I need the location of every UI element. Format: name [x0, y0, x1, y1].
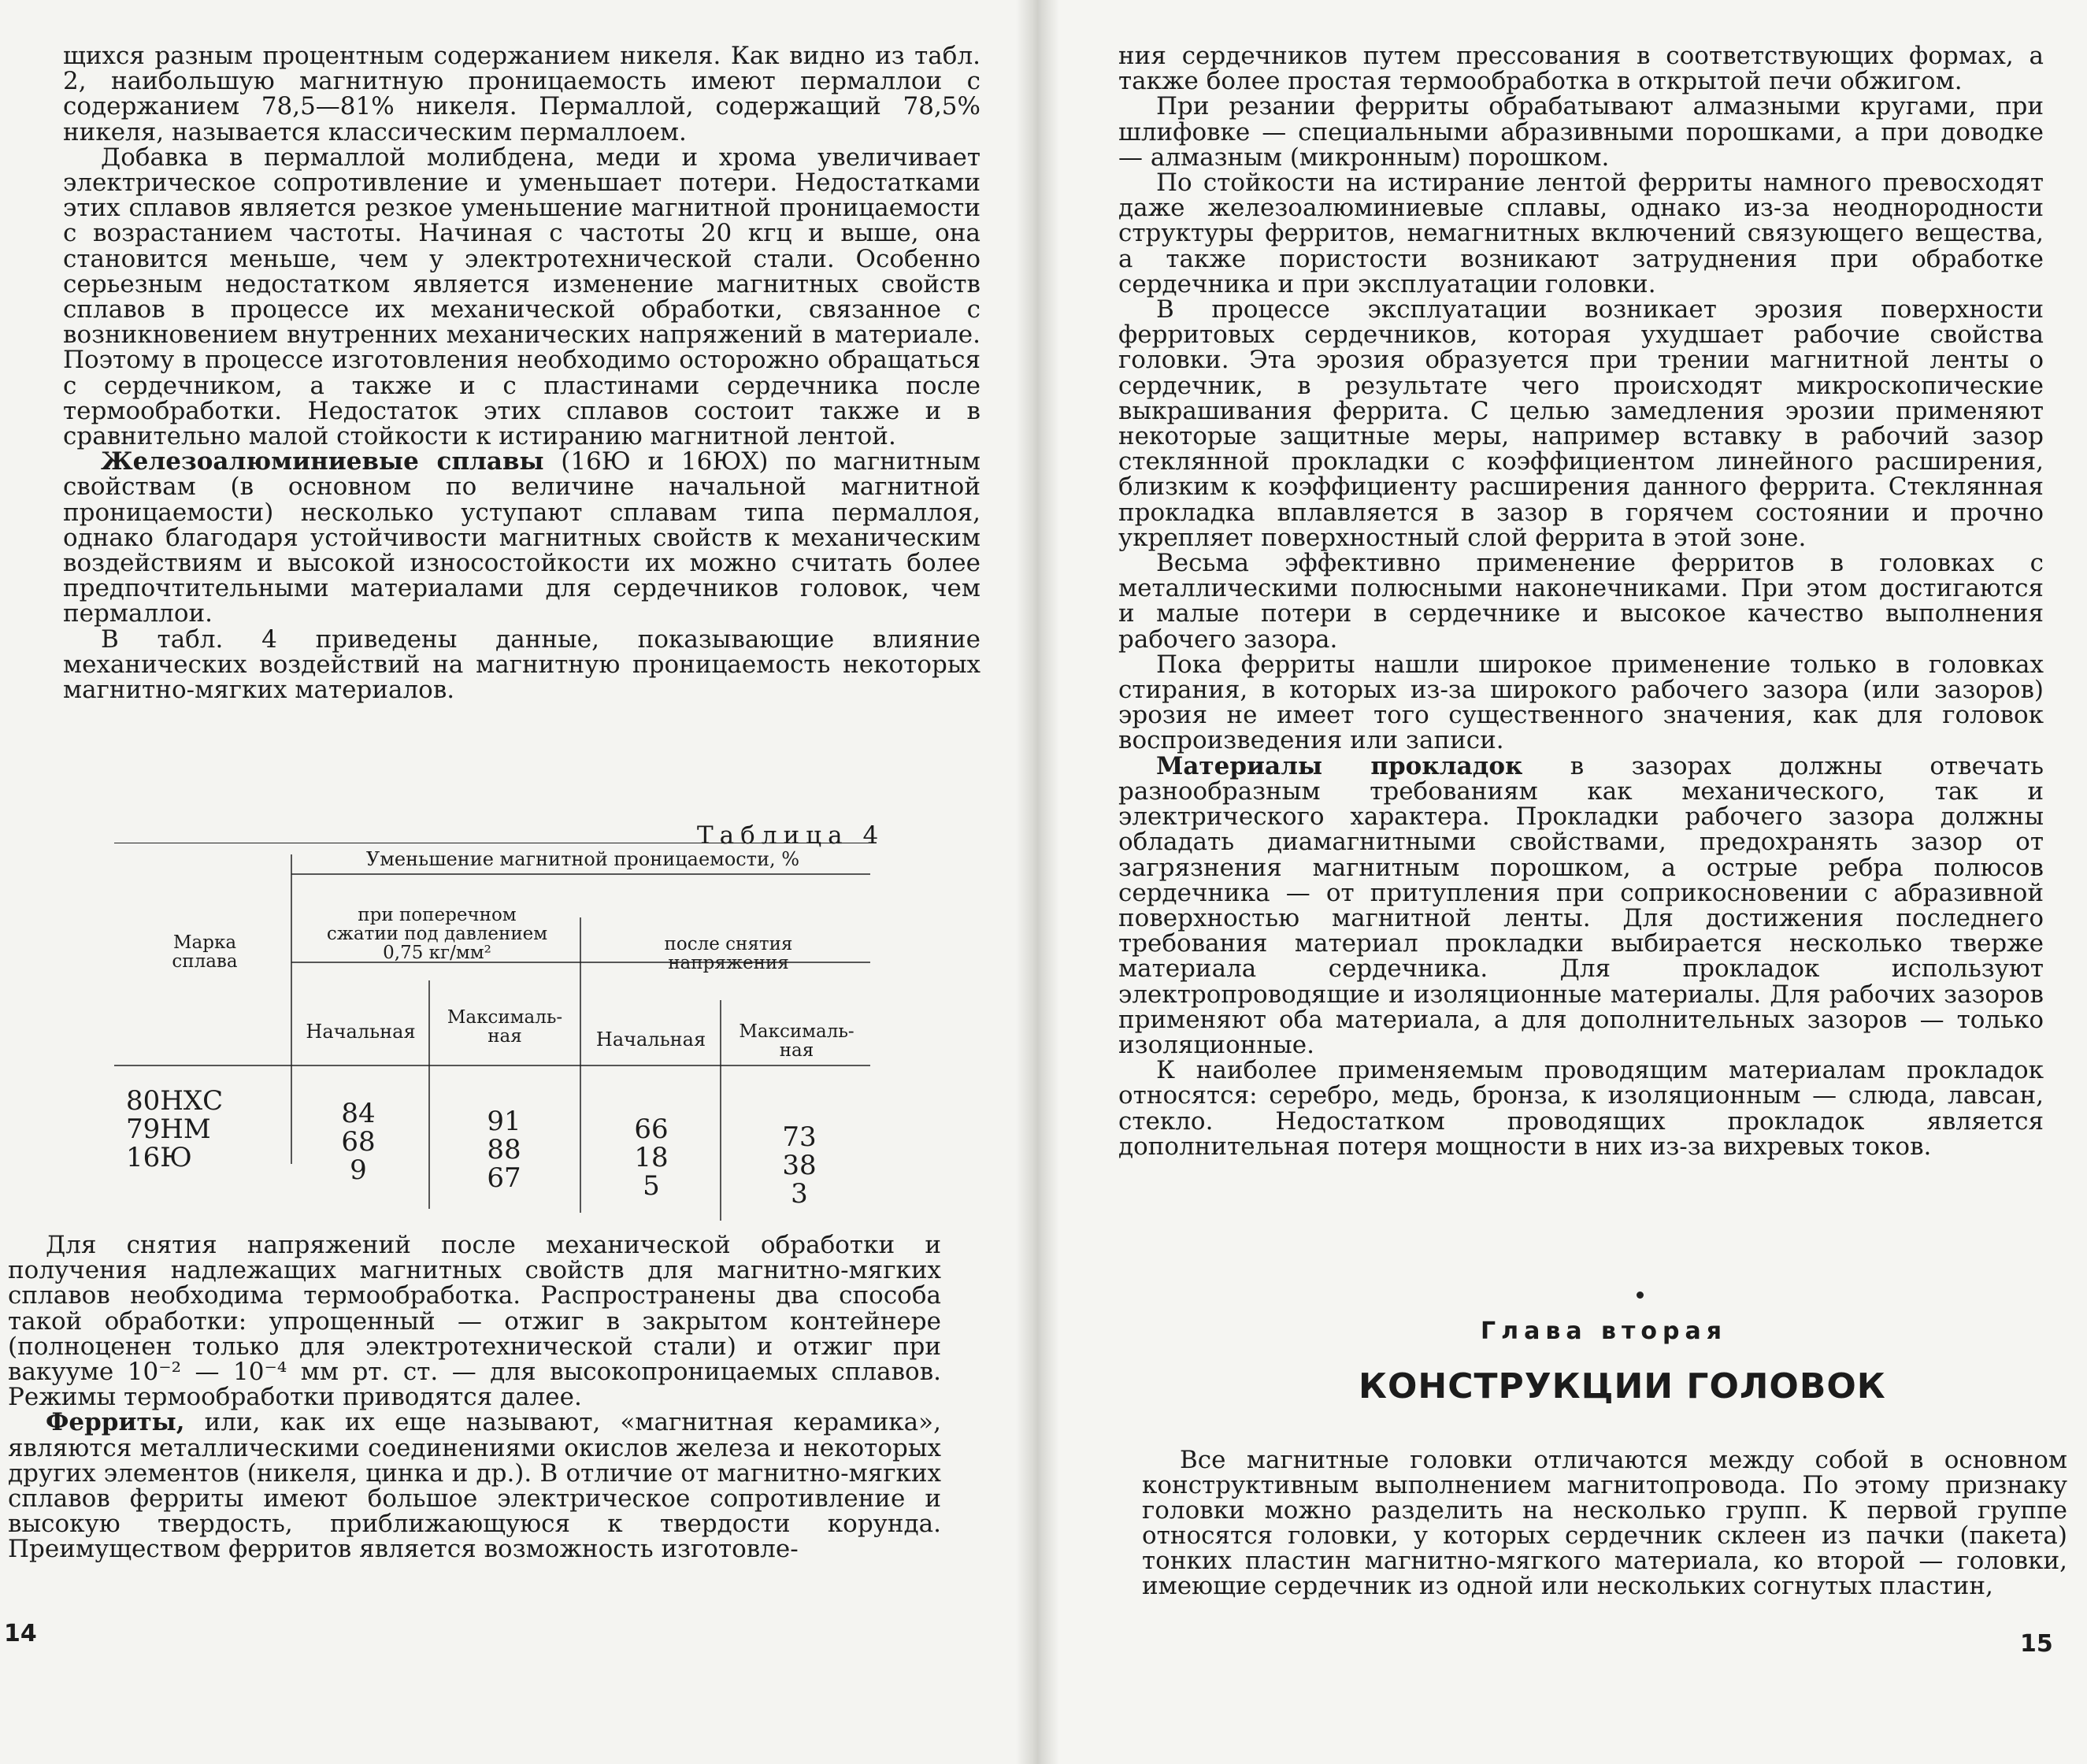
paragraph — [1118, 751, 2044, 1059]
right-page — [1044, 0, 2087, 1764]
table-header-after-initial: Начальная — [595, 1028, 706, 1051]
left-page — [0, 0, 1032, 1764]
paragraph — [1118, 94, 2044, 170]
header-line: после снятия — [664, 934, 793, 954]
table-col-after-initial — [596, 1115, 706, 1200]
paragraph-text: (16Ю и 16ЮХ) по магнитным свойствам (в основном по величине начальной магнитной проницаемости) несколько уступают сплавам типа пермаллоя, однако благодаря устойчивости магнитных свойств к механическим воздействиям и высокой износостойкости их можно считать более предпочтительными материалами для сердечников головок, чем пермаллои. — [63, 447, 981, 628]
header-line: ная — [487, 1026, 522, 1047]
table-cell: 79НМ — [126, 1114, 211, 1145]
table-cell: 38 — [782, 1150, 817, 1181]
right-page-main-text — [1118, 43, 2044, 1159]
header-line: ная — [779, 1040, 814, 1061]
table-col-after-max — [744, 1123, 854, 1208]
table-cell: 16Ю — [126, 1142, 192, 1173]
book-gutter — [1016, 0, 1059, 1764]
table-col-brand — [126, 1087, 284, 1172]
table-col-press-initial — [307, 1099, 410, 1184]
left-page-lower-text — [8, 1232, 941, 1562]
table-cell: 80НХС — [126, 1085, 224, 1117]
table-cell: 3 — [791, 1178, 808, 1210]
paragraph-text: К наиболее применяемым проводящим материалам прокладок относятся: серебро, медь, бронза, к изоляционным — слюда, лавсан, стекло. Недостатком проводящих прокладок является дополнительная потеря мощности в них из-за вихревых токов. — [1118, 1056, 2044, 1161]
paragraph — [8, 1232, 941, 1410]
table-header-after-max — [723, 1022, 870, 1060]
table-header-after — [587, 935, 870, 973]
header-line: Максималь- — [447, 1007, 563, 1028]
table-cell: 67 — [487, 1162, 521, 1194]
table-cell: 68 — [341, 1126, 376, 1158]
paragraph-text: или, как их еще называют, «магнитная керамика», являются металлическими соединениями окислов железа и некоторых других элементов (никеля, цинка и др.). В отличие от магнитно-мягких сплавов ферриты имеют большое электрическое сопротивление и высокую твердость, приближающуюся к твердости корунда. Преимуществом ферритов является возможность изготовле- — [8, 1408, 941, 1564]
page-number-right: 15 — [2020, 1630, 2053, 1658]
table-col-press-max — [445, 1107, 563, 1192]
left-page-upper-text — [63, 42, 981, 705]
paragraph — [8, 1410, 941, 1562]
paragraph-text: При резании ферриты обрабатывают алмазными кругами, при шлифовке — специальными абразивными порошками, а при доводке — алмазным (микронным) порошком. — [1118, 92, 2044, 172]
paragraph-text: В процессе эксплуатации возникает эрозия поверхности ферритовых сердечников, которая ухудшает рабочие свойства головки. Эта эрозия образуется при трении магнитной ленты о сердечник, в результате чего происходят микроскопические выкрашивания феррита. С целью замедления эрозии применяют некоторые защитные меры, например вставку в рабочий зазор стеклянной прокладки с коэффициентом линейного расширения, близким к коэффициенту расширения данного феррита. Стеклянная прокладка вплавляется в зазор в горячем состоянии и прочно укрепляет поверхностный слой феррита в этой зоне. — [1118, 295, 2044, 552]
paragraph-text: Все магнитные головки отличаются между собой в основном конструктивным выполнением магнитопровода. По этому признаку головки можно разделить на несколько групп. К первой группе относятся головки, у которых сердечник склеен из пачки (пакета) тонких пластин магнитно-мягкого материала, ко второй — головки, имеющие сердечник из одной или нескольких согнутых пластин, — [1142, 1446, 2067, 1600]
table-header-press — [299, 906, 575, 962]
table-cell: 84 — [341, 1098, 376, 1129]
table-cell: 18 — [634, 1142, 669, 1173]
paragraph — [63, 145, 980, 449]
paragraph — [63, 449, 980, 626]
paragraph — [63, 624, 980, 705]
table-cell: 9 — [350, 1154, 367, 1186]
paragraph-text: в зазорах должны отвечать разнообразным требованиям как механического, так и электрического характера. Прокладки рабочего зазора должны обладать диамагнитными свойствами, предохранять зазор от загрязнения магнитным порошком, а острые ребра полюсов сердечника — от притупления при соприкосновении с абразивной поверхностью магнитной ленты. Для достижения последнего требования материал прокладки выбирается несколько тверже материала сердечника. Для прокладок используют электропроводящие и изоляционные материалы. Для рабочих зазоров применяют оба материала, а для дополнительных зазоров — только изоляционные. — [1118, 751, 2044, 1059]
header-line: при поперечном — [358, 905, 517, 925]
right-page-chapter-text — [1142, 1447, 2067, 1599]
page-number-left: 14 — [4, 1620, 37, 1647]
paragraph-text: По стойкости на истирание лентой ферриты намного превосходят даже железоалюминиевые сплавы, однако из-за неоднородности структуры ферритов, немагнитных включений связующего вещества, а также пористости возникают затруднения при обработке сердечника и при эксплуатации головки. — [1118, 169, 2044, 298]
table-header-group: Уменьшение магнитной проницаемости, % — [365, 848, 800, 870]
table-cell: 88 — [487, 1134, 521, 1166]
header-line: сплава — [172, 951, 238, 972]
header-line: 0,75 кг/мм² — [383, 943, 491, 963]
paragraph-text: Для снятия напряжений после механической обработки и получения надлежащих магнитных свойств для магнитно-мягких сплавов необходима термообработка. Распространены два способа такой обработки: упрощенный — отжиг в закрытом контейнере (полноценен только для электротехнической стали) и отжиг при вакууме 10⁻² — 10⁻⁴ мм рт. ст. — для высокопроницаемых сплавов. Режимы термообработки приводятся далее. — [8, 1231, 941, 1412]
paragraph-bold-term: Материалы прокладок — [1156, 751, 1523, 780]
paragraph — [1118, 550, 2044, 652]
paragraph-text: В табл. 4 приведены данные, показывающие влияние механических воздействий на магнитную проницаемость некоторых магнитно-мягких материалов. — [63, 624, 980, 705]
paragraph-text: Пока ферриты нашли широкое применение только в головках стирания, в которых из-за широкого рабочего зазора (или зазоров) эрозия не имеет того существенного значения, как для головок воспроизведения или записи. — [1118, 650, 2044, 755]
paragraph-bold-term: Ферриты, — [46, 1408, 185, 1437]
table-header-brand — [130, 933, 280, 971]
paragraph — [1118, 43, 2044, 94]
header-line: напряжения — [668, 953, 789, 973]
paragraph — [1118, 297, 2044, 550]
chapter-title: КОНСТРУКЦИИ ГОЛОВОК — [1359, 1366, 1886, 1406]
paragraph — [1118, 1058, 2044, 1159]
paragraph — [1142, 1447, 2067, 1599]
paragraph-text: Весьма эффективно применение ферритов в головках с металлическими полюсными наконечниками. При этом достигаются и малые потери в сердечнике и высокое качество выполнения рабочего зазора. — [1118, 549, 2044, 654]
paragraph-text: Добавка в пермаллой молибдена, меди и хрома увеличивает электрическое сопротивление и уменьшает потери. Недостатками этих сплавов является резкое уменьшение магнитной проницаемости с возрастанием частоты. Начиная с частоты 20 кгц и выше, она становится меньше, чем у электротехнической стали. Особенно серьезным недостатком является изменение магнитных свойств сплавов в процессе их механической обработки, связанное с возникновением внутренних механических напряжений в материале. Поэтому в процессе изготовления необходимо осторожно обращаться с сердечником, а также и с пластинами сердечника после термообработки. Недостаток этих сплавов состоит также и в сравнительно малой стойкости к истиранию магнитной лентой. — [63, 143, 980, 451]
table-4 — [114, 843, 870, 1221]
paragraph — [63, 43, 980, 145]
paragraph-text: ния сердечников путем прессования в соответствующих формах, а также более простая термообработка в открытой печи обжигом. — [1118, 42, 2044, 96]
table-cell: 91 — [487, 1106, 521, 1137]
table-header-press-initial: Начальная — [306, 1021, 416, 1043]
header-line: Максималь- — [739, 1021, 854, 1042]
table-cell: 5 — [643, 1170, 660, 1202]
paragraph — [1118, 170, 2044, 297]
chapter-label: Глава вторая — [1481, 1317, 1727, 1345]
section-bullet — [1637, 1292, 1644, 1299]
paragraph-text: щихся разным процентным содержанием никеля. Как видно из табл. 2, наибольшую магнитную проницаемость имеют пермаллои с содержанием 78,5—81% никеля. Пермаллой, содержащий 78,5% никеля, называется классическим пермаллоем. — [63, 42, 980, 146]
paragraph-bold-term: Железоалюминиевые сплавы — [101, 447, 544, 476]
table-header-press-max — [432, 1008, 578, 1046]
table-cell: 66 — [634, 1114, 669, 1145]
header-line: сжатии под давлением — [326, 924, 548, 944]
table-caption: Таблица 4 — [697, 821, 885, 850]
paragraph — [1118, 652, 2044, 754]
table-cell: 73 — [782, 1121, 817, 1153]
header-line: Марка — [172, 932, 237, 953]
